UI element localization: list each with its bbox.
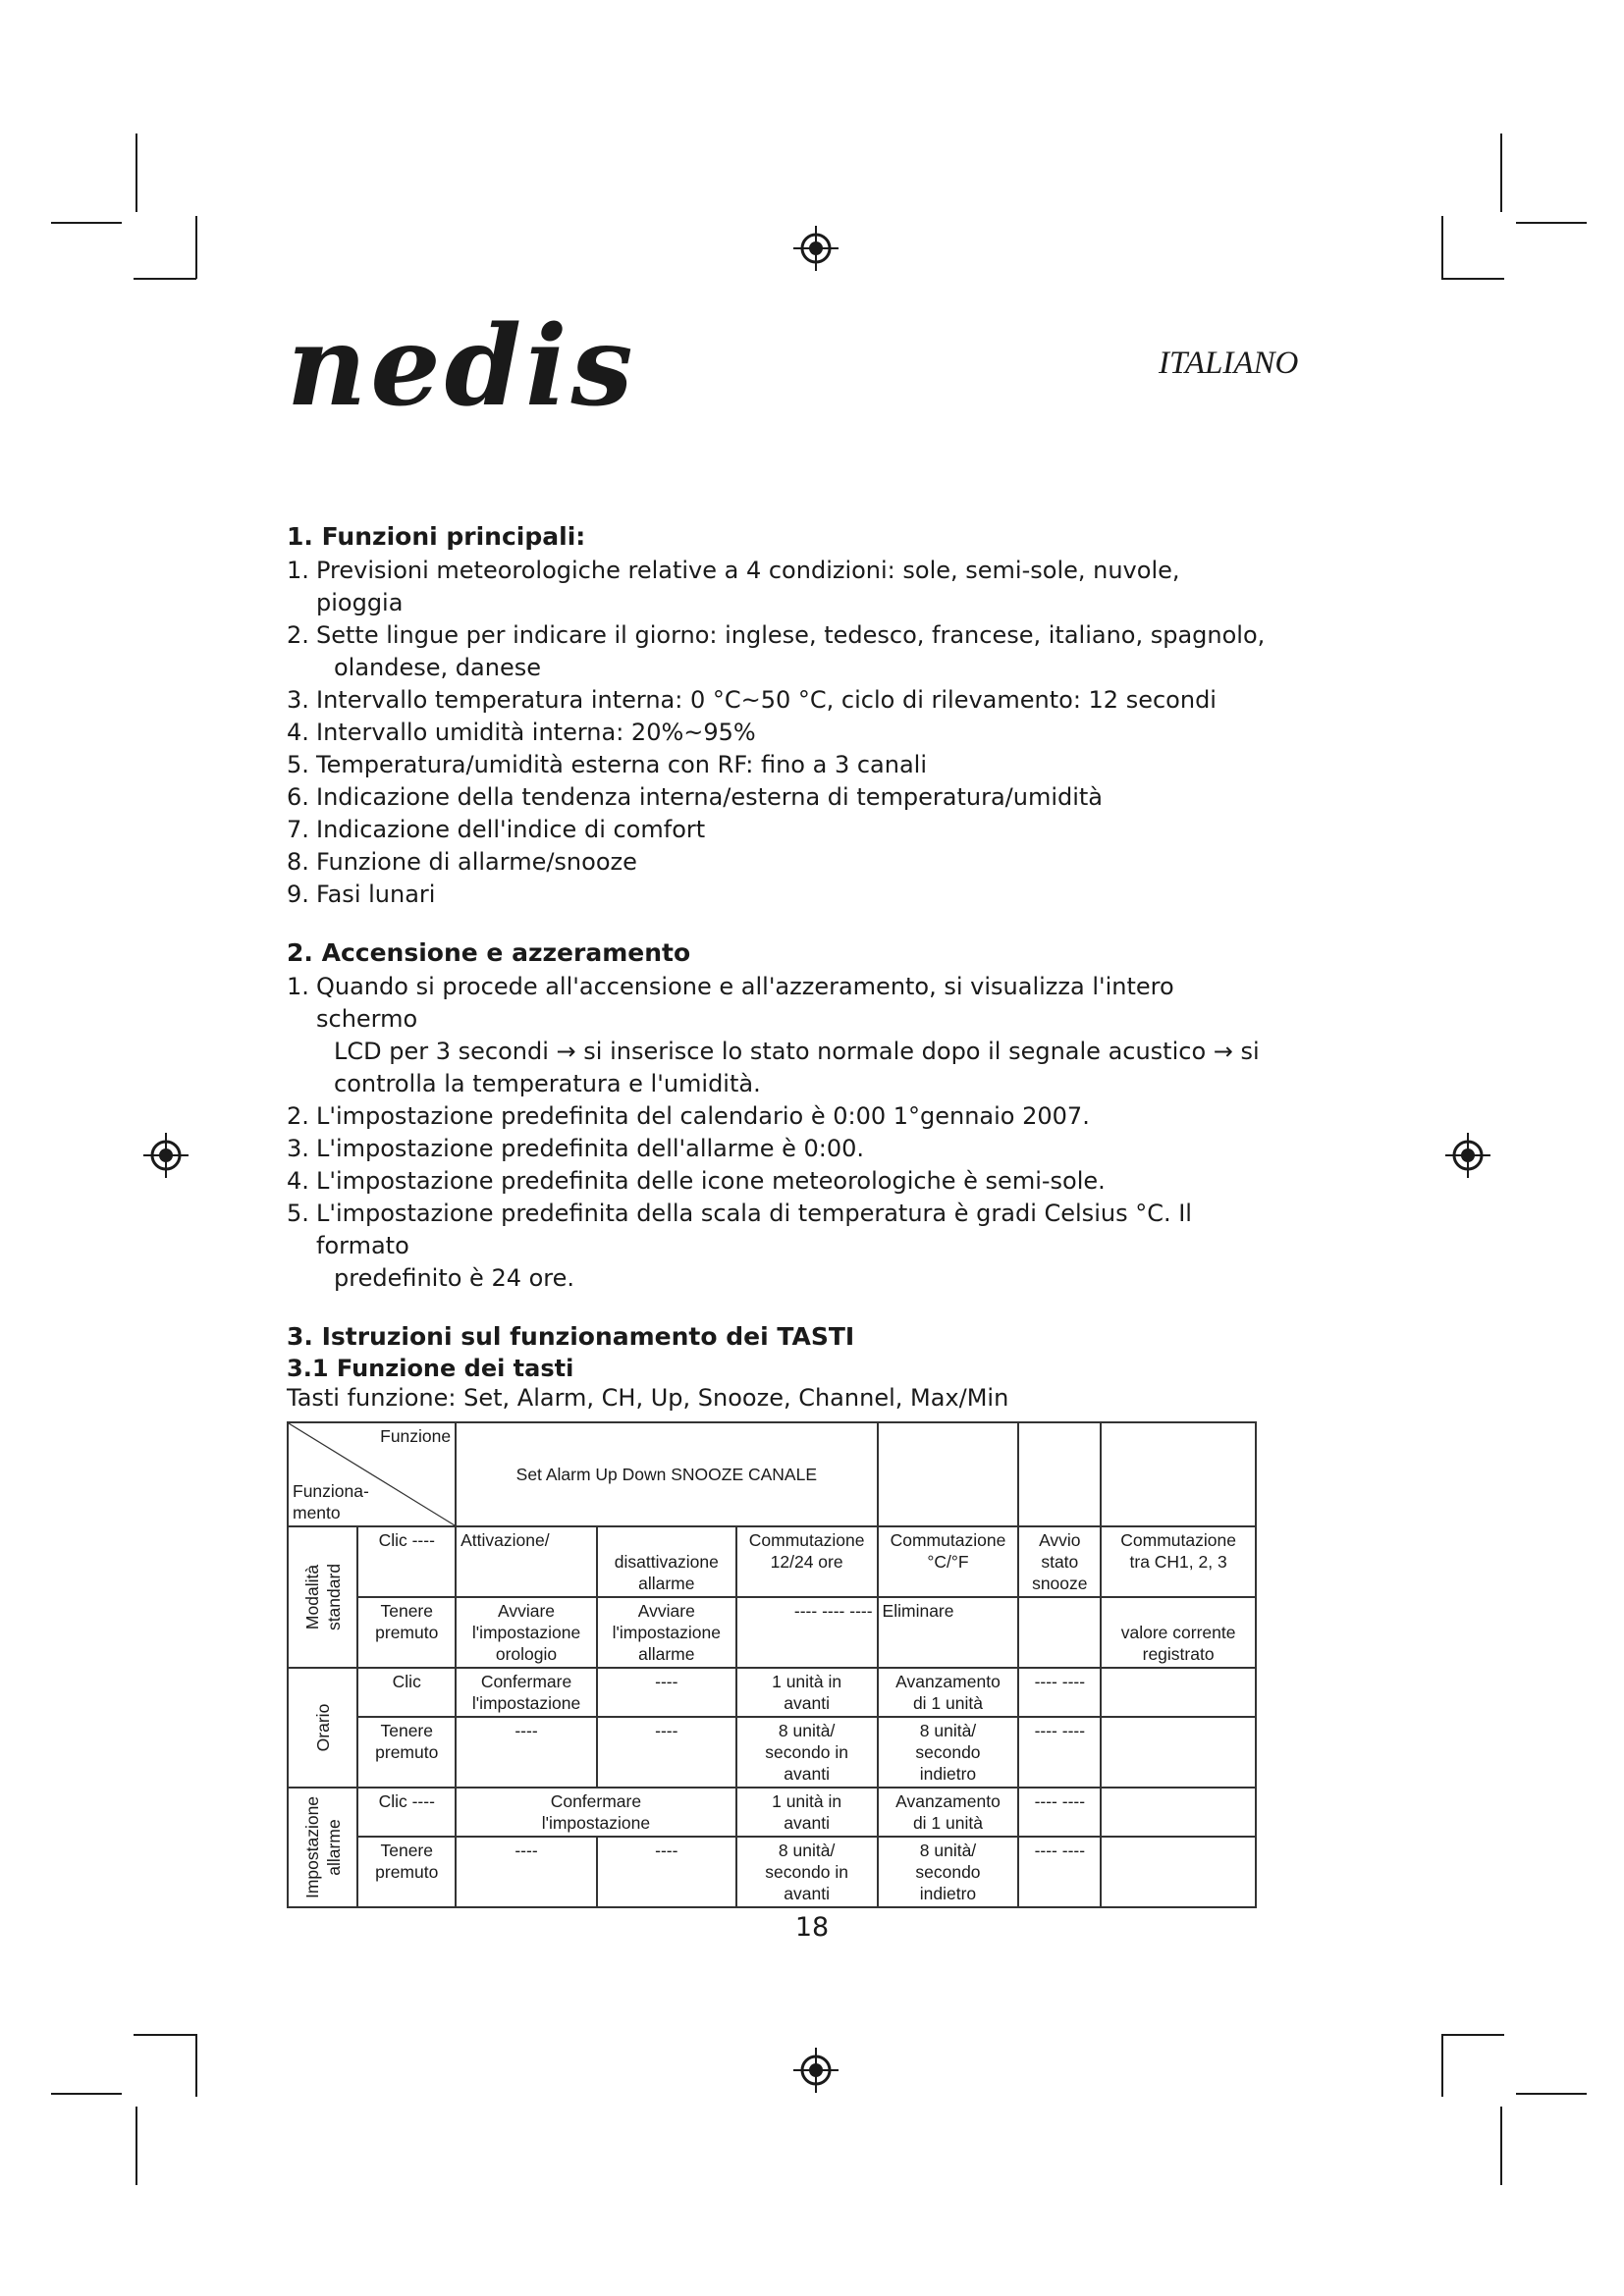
crop-mark <box>1500 2107 1502 2185</box>
crop-mark <box>1516 2093 1587 2095</box>
crop-mark <box>135 2107 137 2185</box>
table-cell: disattivazione allarme <box>597 1526 736 1597</box>
table-cell: ---- ---- <box>1018 1717 1101 1788</box>
table-row <box>288 1837 1256 1907</box>
table-cell: 1 unità in avanti <box>736 1668 878 1717</box>
list-item: 7. Indicazione dell'indice di comfort <box>287 816 706 843</box>
table-header-cell <box>878 1422 1019 1526</box>
table-cell: Commutazione tra CH1, 2, 3 <box>1101 1526 1256 1597</box>
table-row <box>288 1597 1256 1668</box>
list-item: 2. Sette lingue per indicare il giorno: inglese, tedesco, francese, italiano, spagnolo, olandese, danese <box>287 621 1266 681</box>
list-item: 4. L'impostazione predefinita delle icone meteorologiche è semi-sole. <box>287 1167 1106 1195</box>
list-item: 5. L'impostazione predefinita della scala di temperatura è gradi Celsius °C. Il formato predefinito è 24 ore. <box>287 1200 1192 1292</box>
table-row <box>288 1526 1256 1597</box>
list-item: 3. Intervallo temperatura interna: 0 °C~50 °C, ciclo di rilevamento: 12 secondi <box>287 686 1217 714</box>
list-item: 5. Temperatura/umidità esterna con RF: fino a 3 canali <box>287 751 928 778</box>
group-label-cell: Orario <box>288 1668 357 1788</box>
language-label: ITALIANO <box>1159 346 1299 381</box>
table-cell: ---- <box>597 1837 736 1907</box>
list-item: 4. Intervallo umidità interna: 20%~95% <box>287 719 756 746</box>
crop-mark <box>1441 2034 1504 2036</box>
subsection-title: 3.1 Funzione dei tasti <box>287 1355 574 1382</box>
table-row <box>288 1668 1256 1717</box>
action-cell: Clic ---- <box>357 1526 456 1597</box>
key-function-table <box>287 1421 1257 1908</box>
crop-mark <box>1441 216 1443 279</box>
nedis-logo: nedis <box>287 302 637 431</box>
feature-list <box>287 555 1269 911</box>
list-item: 1. Quando si procede all'accensione e all'azzeramento, si visualizza l'intero schermo LCD per 3 secondi → si inserisce lo stato normale dopo il segnale acustico → si controlla la temperatura e l'umidità. <box>287 973 1260 1097</box>
table-cell: ---- ---- <box>1018 1837 1101 1907</box>
table-cell: ---- ---- <box>1018 1788 1101 1837</box>
keys-line: Tasti funzione: Set, Alarm, CH, Up, Snooze, Channel, Max/Min <box>287 1384 1009 1412</box>
list-item: 1. Previsioni meteorologiche relative a 4 condizioni: sole, semi-sole, nuvole, pioggia <box>287 557 1180 616</box>
table-cell: valore corrente registrato <box>1101 1597 1256 1668</box>
table-cell: Avviare l'impostazione allarme <box>597 1597 736 1668</box>
crop-mark <box>51 2093 122 2095</box>
action-cell: Clic ---- <box>357 1788 456 1837</box>
list-item: 3. L'impostazione predefinita dell'allarme è 0:00. <box>287 1135 865 1162</box>
table-header-cell <box>1018 1422 1101 1526</box>
section-title: 1. Funzioni principali: <box>287 522 586 551</box>
main-content <box>287 522 1269 1908</box>
table-cell: Eliminare <box>878 1597 1019 1668</box>
list-item: 2. L'impostazione predefinita del calendario è 0:00 1°gennaio 2007. <box>287 1102 1090 1130</box>
group-label-cell: Impostazione allarme <box>288 1788 357 1907</box>
table-cell <box>1101 1837 1256 1907</box>
crop-mark <box>195 216 197 279</box>
table-cell: ---- <box>597 1668 736 1717</box>
table-cell: Confermare l'impostazione <box>456 1668 597 1717</box>
list-item: 8. Funzione di allarme/snooze <box>287 848 637 876</box>
table-cell <box>1101 1788 1256 1837</box>
table-row <box>288 1717 1256 1788</box>
registration-mark-icon <box>793 226 839 271</box>
table-cell: Commutazione 12/24 ore <box>736 1526 878 1597</box>
table-cell: ---- ---- ---- <box>736 1597 878 1668</box>
table-cell: 1 unità in avanti <box>736 1788 878 1837</box>
table-cell <box>1101 1717 1256 1788</box>
registration-mark-icon <box>143 1133 189 1178</box>
table-cell: ---- <box>456 1837 597 1907</box>
registration-mark-icon <box>1445 1133 1490 1178</box>
list-item: 6. Indicazione della tendenza interna/esterna di temperatura/umidità <box>287 783 1104 811</box>
crop-mark <box>51 222 122 224</box>
table-cell: Commutazione °C/°F <box>878 1526 1019 1597</box>
table-header-cell <box>1101 1422 1256 1526</box>
table-cell: ---- ---- <box>1018 1668 1101 1717</box>
table-cell: ---- <box>456 1717 597 1788</box>
crop-mark <box>1441 278 1504 280</box>
crop-mark <box>195 2034 197 2097</box>
crop-mark <box>1500 133 1502 212</box>
table-corner-cell: Funzione Funziona- mento <box>288 1422 456 1526</box>
crop-mark <box>135 133 137 212</box>
action-cell: Tenere premuto <box>357 1717 456 1788</box>
action-cell: Clic <box>357 1668 456 1717</box>
table-cell: Avanzamento di 1 unità <box>878 1788 1019 1837</box>
table-cell <box>1018 1597 1101 1668</box>
power-reset-list <box>287 971 1269 1295</box>
list-item: 9. Fasi lunari <box>287 881 436 908</box>
table-cell: Avanzamento di 1 unità <box>878 1668 1019 1717</box>
table-cell: 8 unità/ secondo indietro <box>878 1837 1019 1907</box>
table-cell: 8 unità/ secondo in avanti <box>736 1837 878 1907</box>
table-cell: Attivazione/ <box>456 1526 597 1597</box>
section-title: 2. Accensione e azzeramento <box>287 938 691 967</box>
action-cell: Tenere premuto <box>357 1597 456 1668</box>
table-cell: ---- <box>597 1717 736 1788</box>
table-cell <box>1101 1668 1256 1717</box>
group-label-cell: Modalità standard <box>288 1526 357 1668</box>
table-header-row <box>288 1422 1256 1526</box>
registration-mark-icon <box>793 2048 839 2093</box>
table-cell: Avviare l'impostazione orologio <box>456 1597 597 1668</box>
section-title: 3. Istruzioni sul funzionamento dei TASTI <box>287 1322 855 1351</box>
table-cell: 8 unità/ secondo in avanti <box>736 1717 878 1788</box>
page-number: 18 <box>794 1912 830 1943</box>
table-cell: Confermare l'impostazione <box>456 1788 736 1837</box>
crop-mark <box>134 278 196 280</box>
crop-mark <box>1516 222 1587 224</box>
crop-mark <box>134 2034 196 2036</box>
action-cell: Tenere premuto <box>357 1837 456 1907</box>
crop-mark <box>1441 2034 1443 2097</box>
table-header-cell: Set Alarm Up Down SNOOZE CANALE <box>456 1422 877 1526</box>
table-cell: Avvio stato snooze <box>1018 1526 1101 1597</box>
table-cell: 8 unità/ secondo indietro <box>878 1717 1019 1788</box>
table-row <box>288 1788 1256 1837</box>
